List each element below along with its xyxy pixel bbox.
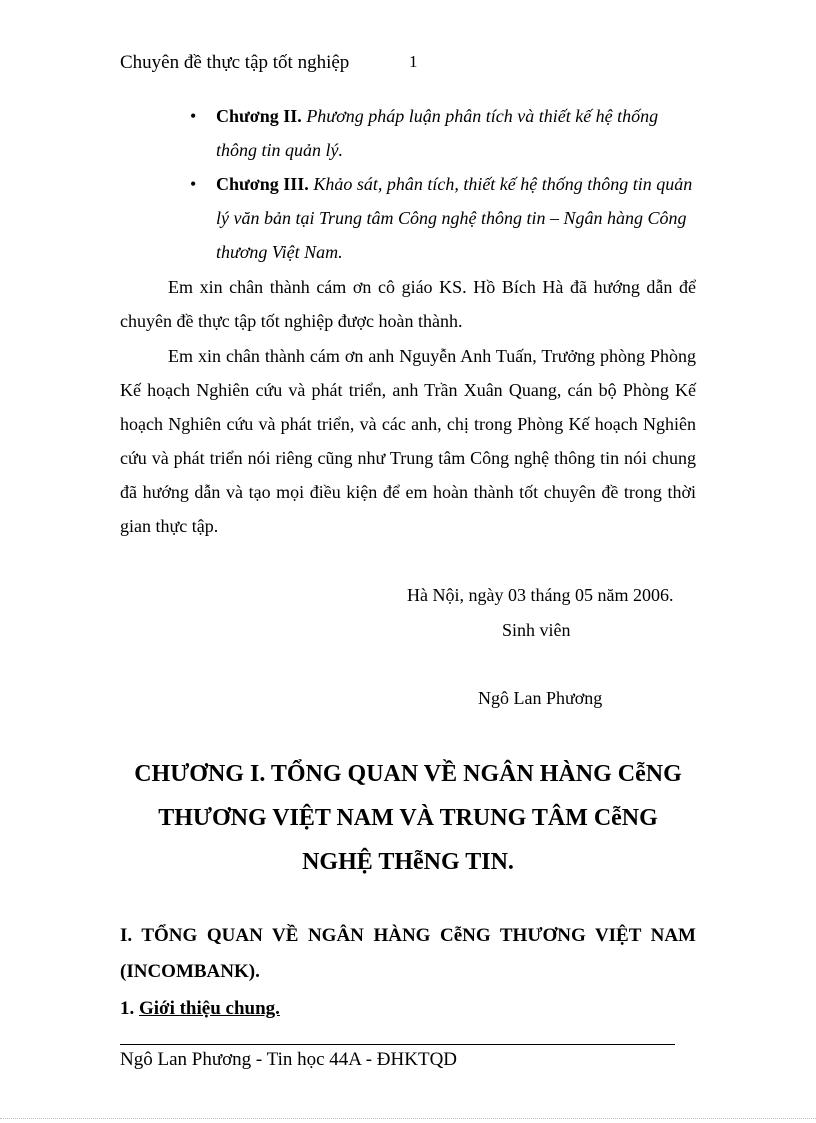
subsection-title: Giới thiệu chung. [139, 998, 280, 1019]
chapter-title-line-3: NGHỆ THễNG TIN. [302, 849, 514, 875]
signature-date: Hà Nội, ngày 03 tháng 05 năm 2006. [407, 585, 674, 605]
bullet-icon: • [190, 174, 197, 194]
page-number: 1 [409, 52, 418, 71]
subsection-heading [120, 998, 280, 1020]
page-header-title: Chuyên đề thực tập tốt nghiệp [120, 52, 350, 73]
signature-role: Sinh viên [502, 620, 571, 640]
bullet-label: Chương III. [216, 174, 309, 194]
section-title: I. TỔNG QUAN VỀ NGÂN HÀNG CễNG THƯƠNG VIỆT NAM (INCOMBANK). [120, 925, 696, 982]
chapter-title-line-1: CHƯƠNG I. TỔNG QUAN VỀ NGÂN HÀNG CễNG [134, 761, 682, 787]
paragraph-thanks-teacher: Em xin chân thành cám ơn cô giáo KS. Hồ Bích Hà đã hướng dẫn để chuyên đề thực tập tốt nghiệp được hoàn thành. [120, 277, 696, 331]
page-footer: Ngô Lan Phương - Tin học 44A - ĐHKTQD [120, 1049, 458, 1070]
subsection-number: 1. [120, 998, 135, 1019]
page-bottom-dotted-line [0, 1118, 816, 1119]
bullet-item-chapter-3 [190, 167, 695, 269]
chapter-title [110, 752, 706, 884]
bullet-icon: • [190, 106, 197, 126]
bullet-text: Khảo sát, phân tích, thiết kế hệ thống thông tin quản lý văn bản tại Trung tâm Công nghệ thông tin – Ngân hàng Công thương Việt Nam. [216, 174, 693, 262]
signature-name: Ngô Lan Phương [478, 688, 603, 708]
bullet-list [190, 99, 695, 269]
footer-divider [120, 1044, 675, 1045]
bullet-label: Chương II. [216, 106, 302, 126]
bullet-text: Phương pháp luận phân tích và thiết kế hệ thống thông tin quản lý. [216, 106, 659, 160]
bullet-item-chapter-2 [190, 99, 695, 167]
paragraph-thanks-colleagues: Em xin chân thành cám ơn anh Nguyễn Anh Tuấn, Trưởng phòng Phòng Kế hoạch Nghiên cứu và phát triển, anh Trần Xuân Quang, cán bộ Phòng Kế hoạch Nghiên cứu và phát triển, và các anh, chị trong Phòng Kế hoạch Nghiên cứu và phát triển nói riêng cũng như Trung tâm Công nghệ thông tin nói chung đã hướng dẫn và tạo mọi điều kiện để em hoàn thành tốt chuyên đề trong thời gian thực tập. [120, 346, 696, 536]
chapter-title-line-2: THƯƠNG VIỆT NAM VÀ TRUNG TÂM CễNG [158, 805, 658, 831]
